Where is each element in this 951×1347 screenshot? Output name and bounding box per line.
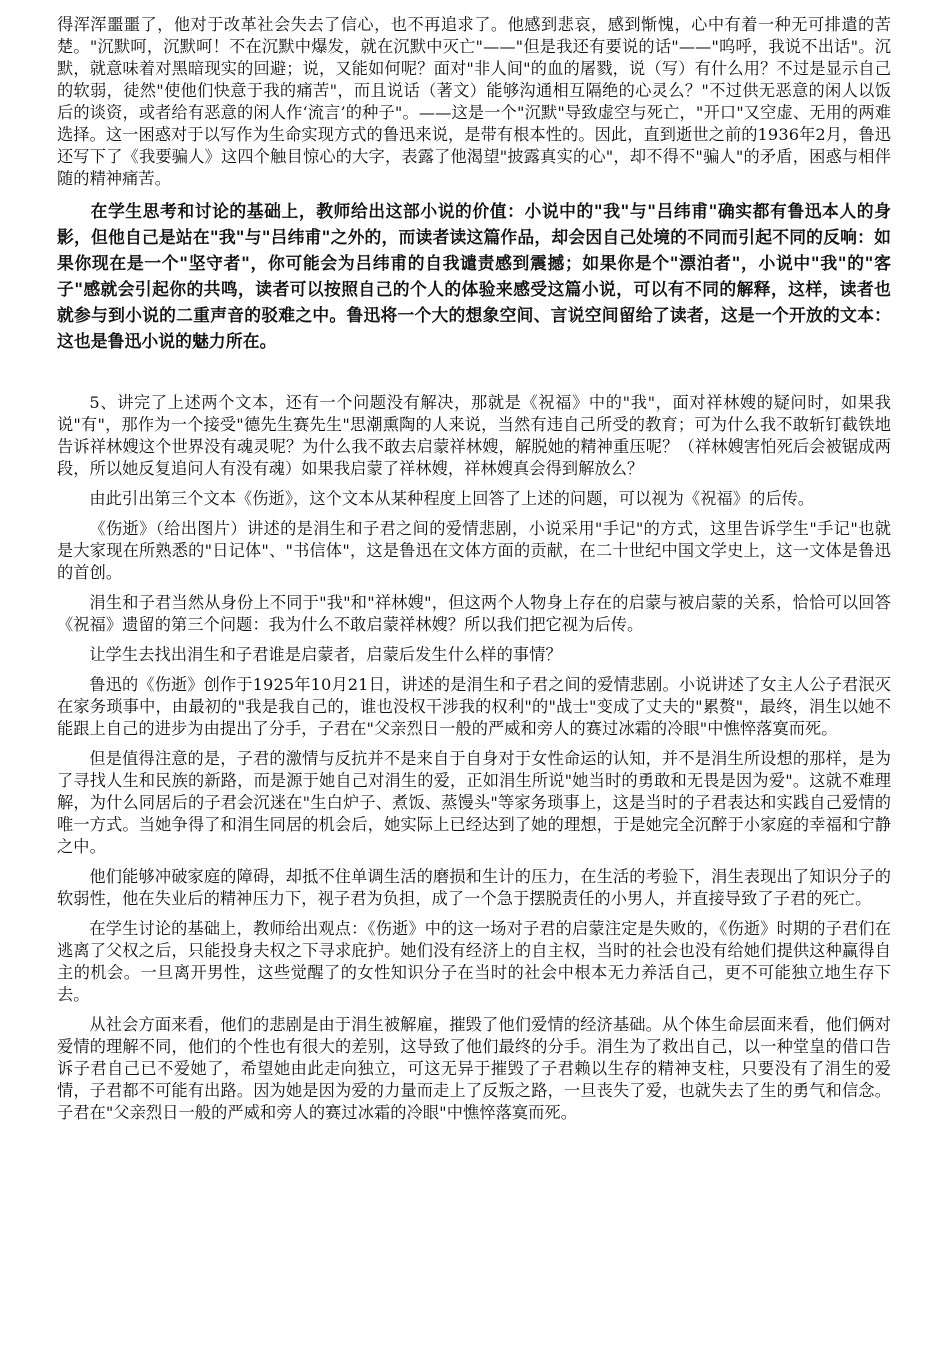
paragraph-third-text-intro: 由此引出第三个文本《伤逝》，这个文本从某种程度上回答了上述的问题，可以视为《祝福》的后传。 <box>89 489 815 508</box>
paragraph-teacher-viewpoint: 在学生讨论的基础上，教师给出观点：《伤逝》中的这一场对子君的启蒙注定是失败的，《伤逝》时期的子君们在逃离了父权之后，只能投身夫权之下寻求庇护。她们没有经济上的自主权，当时的社会也没有给她们提供这种赢得自主的机会。一旦离开男性，这些觉醒了的女性知识分子在当时的社会中根本无力养活自己，更不可能独立地生存下去。 <box>57 919 891 1004</box>
paragraph-shangshi-summary: 鲁迅的《伤逝》创作于1925年10月21日，讲述的是涓生和子君之间的爱情悲剧。小说讲述了女主人公子君泯灭在家务琐事中，由最初的"我是我自己的，谁也没权干涉我的权利"的"战士"变成了丈夫的"累赘"，最终，涓生以她不能跟上自己的进步为由提出了分手，子君在"父亲烈日一般的严威和旁人的赛过冰霜的冷眼"中憔悴落寞而死。 <box>57 675 891 738</box>
paragraph-tragedy-causes: 从社会方面来看，他们的悲剧是由于涓生被解雇，摧毁了他们爱情的经济基础。从个体生命层面来看，他们俩对爱情的理解不同，他们的个性也有很大的差别，这导致了他们最终的分手。涓生为了救出自己，以一种堂皇的借口告诉子君自己已不爱她了，希望她由此走向独立，可这无异于摧毁了子君赖以生存的精神支柱，只要没有了涓生的爱情，子君都不可能有出路。因为她是因为爱的力量而走上了反叛之路，一旦丧失了爱，也就失去了生的勇气和信念。子君在"父亲烈日一般的严威和旁人的赛过冰霜的冷眼"中憔悴落寞而死。 <box>57 1015 891 1122</box>
paragraph-zijun-analysis: 但是值得注意的是，子君的激情与反抗并不是来自于自身对于女性命运的认知，并不是涓生所设想的那样，是为了寻找人生和民族的新路，而是源于她自己对涓生的爱，正如涓生所说"她当时的勇敢和无畏是因为爱"。这就不难理解，为什么同居后的子君会沉迷在"生白炉子、煮饭、蒸馒头"等家务琐事上，这是当时的子君表达和实践自己爱情的唯一方式。当她争得了和涓生同居的机会后，她实际上已经达到了她的理想，于是她完全沉醉于小家庭的幸福和宁静之中。 <box>57 749 891 856</box>
paragraph-teacher-value-summary: 在学生思考和讨论的基础上，教师给出这部小说的价值：小说中的"我"与"吕纬甫"确实都有鲁迅本人的身影，但他自己是站在"我"与"吕纬甫"之外的，而读者读这篇作品，却会因自己处境的不同而引起不同的反响：如果你现在是一个"坚守者"，你可能会为吕纬甫的自我谴责感到震撼；如果你是个"漂泊者"，小说中"我"的"客子"感就会引起你的共鸣，读者可以按照自己的个人的体验来感受这篇小说，可以有不同的解释，这样，读者也就参与到小说的二重声音的驳难之中。鲁迅将一个大的想象空间、言说空间留给了读者，这是一个开放的文本：这也是鲁迅小说的魅力所在。 <box>57 201 891 351</box>
section-gap <box>57 362 891 392</box>
paragraph-shangshi-intro: 《伤逝》（给出图片）讲述的是涓生和子君之间的爱情悲剧，小说采用"手记"的方式，这里告诉学生"手记"也就是大家现在所熟悉的"日记体"、"书信体"，这是鲁迅在文体方面的贡献，在二十世纪中国文学史上，这一文体是鲁迅的首创。 <box>57 519 891 582</box>
paragraph-continuation: 得浑浑噩噩了，他对于改革社会失去了信心，也不再追求了。他感到悲哀，感到惭愧，心中有着一种无可排遣的苦楚。"沉默呵，沉默呵！不在沉默中爆发，就在沉默中灭亡"——"但是我还有要说的话"——"呜呼，我说不出话"。沉默，就意味着对黑暗现实的回避；说，又能如何呢？面对"非人间"的血的屠戮，说（写）有什么用？不过是显示自己的软弱，徒然"使他们快意于我的痛苦"，而且说话（著文）能够沟通相互隔绝的心灵么？"不过供无恶意的闲人以饭后的谈资，或者给有恶意的闲人作‘流言’的种子"。——这是一个"沉默"导致虚空与死亡，"开口"又空虚、无用的两难选择。这一困惑对于以写作为生命实现方式的鲁迅来说，是带有根本性的。因此，直到逝世之前的1936年2月，鲁迅还写下了《我要骗人》这四个触目惊心的大字，表露了他渴望"披露真实的心"，却不得不"骗人"的矛盾，困惑与相伴随的精神痛苦。 <box>57 15 891 188</box>
paragraph-enlightenment-relation: 涓生和子君当然从身份上不同于"我"和"祥林嫂"，但这两个人物身上存在的启蒙与被启蒙的关系，恰恰可以回答《祝福》遗留的第三个问题：我为什么不敢启蒙祥林嫂？所以我们把它视为后传。 <box>57 593 891 634</box>
paragraph-student-task: 让学生去找出涓生和子君谁是启蒙者，启蒙后发生什么样的事情？ <box>89 645 562 664</box>
paragraph-life-pressure: 他们能够冲破家庭的障碍，却抵不住单调生活的磨损和生计的压力，在生活的考验下，涓生表现出了知识分子的软弱性，他在失业后的精神压力下，视子君为负担，成了一个急于摆脱责任的小男人，并直接导致了子君的死亡。 <box>57 867 891 908</box>
paragraph-section-5: 5、讲完了上述两个文本，还有一个问题没有解决，那就是《祝福》中的"我"，面对祥林嫂的疑问时，如果我说"有"，那作为一个接受"德先生赛先生"思潮熏陶的人来说，当然有违自己所受的教育；可为什么我不敢斩钉截铁地告诉祥林嫂这个世界没有魂灵呢？为什么我不敢去启蒙祥林嫂，解脱她的精神重压呢？（祥林嫂害怕死后会被锯成两段，所以她反复追问人有没有魂）如果我启蒙了祥林嫂，祥林嫂真会得到解放么？ <box>57 393 891 478</box>
